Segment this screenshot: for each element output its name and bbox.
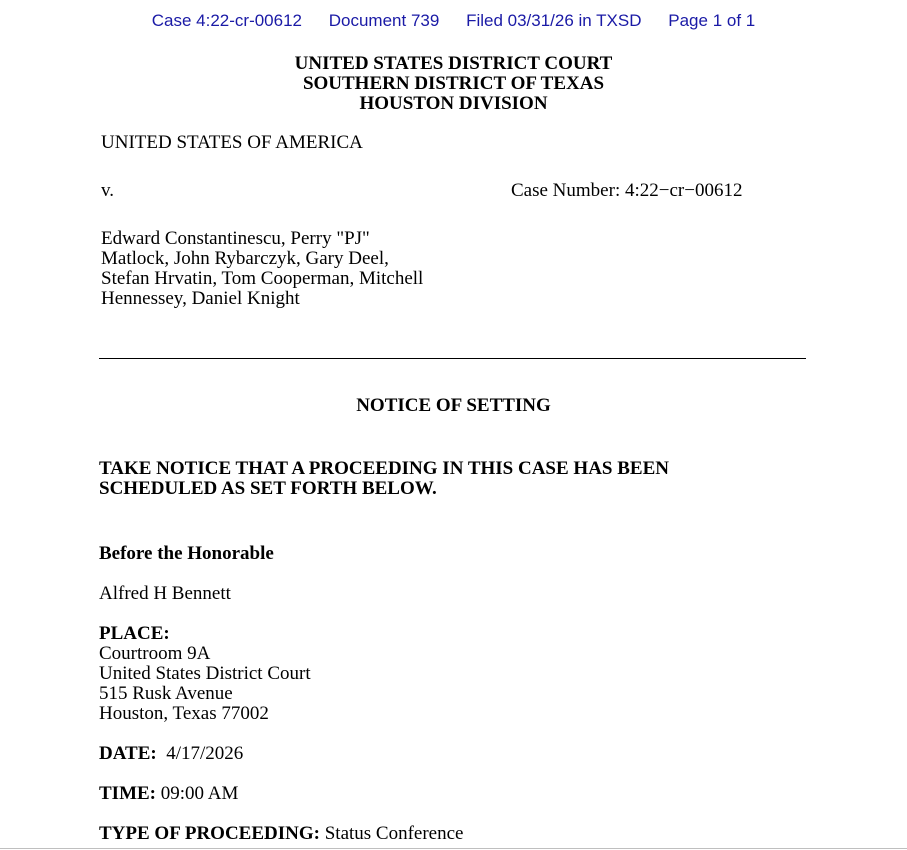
place-line: Courtroom 9A: [99, 643, 211, 664]
place-label: PLACE:: [99, 623, 170, 644]
notice-statement: [99, 459, 669, 499]
court-name: UNITED STATES DISTRICT COURT: [294, 53, 613, 74]
defendants-list: [101, 229, 423, 309]
place-address: [99, 644, 311, 724]
proceeding-type-label: TYPE OF PROCEEDING:: [99, 823, 320, 844]
defendants-line: Edward Constantinescu, Perry "PJ": [101, 228, 370, 249]
header-case-number: Case 4:22-cr-00612: [151, 11, 303, 30]
notice-statement-line: TAKE NOTICE THAT A PROCEEDING IN THIS CASE HAS BEEN: [99, 458, 669, 479]
place-line: 515 Rusk Avenue: [99, 683, 233, 704]
time-label: TIME:: [99, 783, 156, 804]
header-document-number: Document 739: [328, 11, 440, 30]
proceeding-type-row: [99, 824, 463, 844]
date-value: 4/17/2026: [166, 743, 244, 764]
time-row: [99, 784, 238, 804]
place-line: Houston, Texas 77002: [99, 703, 269, 724]
date-label: DATE:: [99, 743, 157, 764]
defendants-line: Matlock, John Rybarczyk, Gary Deel,: [101, 248, 389, 269]
court-heading: [0, 54, 907, 114]
header-page-count: Page 1 of 1: [668, 11, 756, 30]
proceeding-type-value: Status Conference: [324, 823, 464, 844]
place-line: United States District Court: [99, 663, 311, 684]
defendants-line: Stefan Hrvatin, Tom Cooperman, Mitchell: [101, 268, 424, 289]
before-label: Before the Honorable: [99, 543, 274, 564]
page-bottom-edge: [0, 848, 907, 849]
notice-title: NOTICE OF SETTING: [356, 395, 551, 416]
notice-statement-line: SCHEDULED AS SET FORTH BELOW.: [99, 478, 437, 499]
judge-name: Alfred H Bennett: [99, 583, 231, 604]
header-filed-date: Filed 03/31/26 in TXSD: [466, 11, 642, 30]
date-row: [99, 744, 243, 764]
plaintiff-name: UNITED STATES OF AMERICA: [101, 132, 363, 153]
time-value: 09:00 AM: [160, 783, 239, 804]
court-division: HOUSTON DIVISION: [359, 93, 548, 114]
defendants-line: Hennessey, Daniel Knight: [101, 288, 300, 309]
case-number: Case Number: 4:22−cr−00612: [511, 180, 743, 201]
court-district: SOUTHERN DISTRICT OF TEXAS: [302, 73, 605, 94]
filing-header: [0, 11, 907, 31]
versus-label: v.: [101, 180, 115, 201]
caption-divider: [99, 358, 806, 359]
